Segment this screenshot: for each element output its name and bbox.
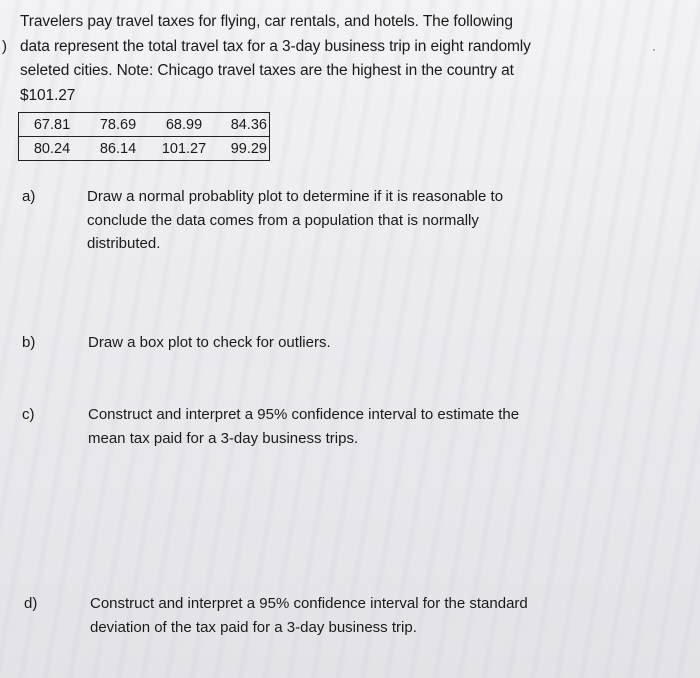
question-line: deviation of the tax paid for a 3-day business trip.: [90, 618, 417, 636]
table-cell: 84.36: [217, 113, 270, 137]
question-line: distributed.: [87, 235, 161, 252]
table-row: [19, 137, 270, 161]
question-line: mean tax paid for a 3-day business trips.: [88, 429, 359, 447]
tax-data-table: [18, 112, 270, 161]
table-cell: 67.81: [19, 113, 86, 137]
table-cell: 99.29: [217, 137, 270, 161]
question-line: Draw a box plot to check for outliers.: [88, 334, 331, 351]
table-cell: 86.14: [85, 137, 151, 161]
table-cell: 68.99: [151, 113, 217, 137]
intro-line: Travelers pay travel taxes for flying, car rentals, and hotels. The following: [20, 13, 513, 30]
intro-line: data represent the total travel tax for a 3-day business trip in eight randomly: [20, 37, 531, 55]
table-row: [19, 113, 270, 137]
question-line: Draw a normal probablity plot to determine if it is reasonable to: [87, 188, 504, 205]
table-cell: 78.69: [85, 113, 151, 137]
problem-intro: [20, 10, 630, 108]
question-text: [88, 331, 608, 355]
question-letter: d): [24, 595, 38, 612]
question-letter: c): [22, 406, 35, 423]
dot-mark: ·: [652, 42, 656, 56]
question-text: [88, 403, 608, 450]
question-line: Construct and interpret a 95% confidence interval to estimate the: [88, 406, 520, 423]
table-cell: 101.27: [151, 137, 217, 161]
question-text: [90, 592, 610, 639]
intro-line: seleted cities. Note: Chicago travel taxes are the highest in the country at: [20, 62, 514, 79]
question-line: Construct and interpret a 95% confidence interval for the standard: [90, 595, 528, 612]
question-line: conclude the data comes from a population that is normally: [87, 211, 479, 229]
edge-mark: ): [2, 38, 7, 55]
question-text: [87, 185, 607, 256]
question-letter: b): [22, 334, 36, 351]
table-cell: 80.24: [19, 137, 86, 161]
question-letter: a): [22, 188, 36, 205]
intro-line: $101.27: [20, 86, 76, 104]
